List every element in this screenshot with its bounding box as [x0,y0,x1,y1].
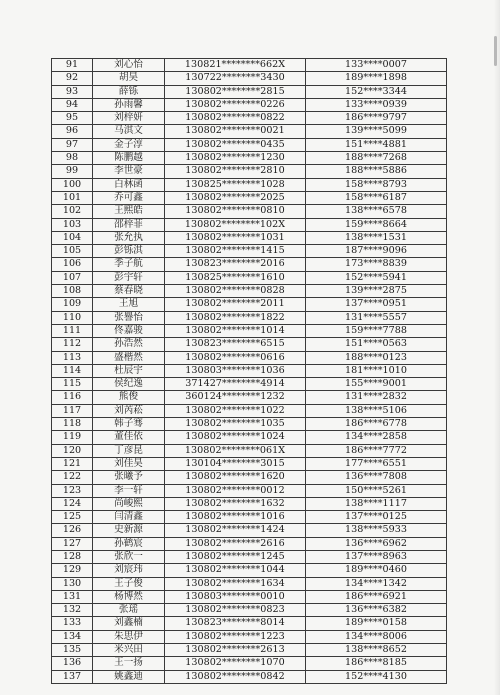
phone-number-cell: 138****5106 [306,404,447,417]
name-cell: 胡昊 [93,72,165,85]
phone-number-cell: 158****6187 [306,191,447,204]
name-cell: 姚鑫迪 [93,670,165,683]
name-cell: 刘芮菘 [93,404,165,417]
id-number-cell: 130825********1610 [165,271,306,284]
table-row [52,125,447,138]
name-cell: 闫清鑫 [93,511,165,524]
table-row [52,577,447,590]
name-cell: 孙鹤宸 [93,537,165,550]
row-number-cell: 115 [52,378,93,391]
table-row [52,191,447,204]
row-number-cell: 123 [52,484,93,497]
id-number-cell: 130802********0616 [165,351,306,364]
name-cell: 王旭 [93,298,165,311]
table-row [52,218,447,231]
id-number-cell: 130802********0828 [165,285,306,298]
name-cell: 蔡春晓 [93,285,165,298]
row-number-cell: 118 [52,418,93,431]
id-number-cell: 130802********2011 [165,298,306,311]
table-row [52,98,447,111]
row-number-cell: 108 [52,285,93,298]
row-number-cell: 130 [52,577,93,590]
table-row [52,604,447,617]
table-row [52,205,447,218]
name-cell: 董佳依 [93,431,165,444]
row-number-cell: 125 [52,511,93,524]
phone-number-cell: 181****1010 [306,364,447,377]
name-cell: 白林函 [93,178,165,191]
id-number-cell: 130802********1230 [165,152,306,165]
table-row [52,670,447,683]
name-cell: 刘佳昊 [93,457,165,470]
row-number-cell: 117 [52,404,93,417]
table-row [52,271,447,284]
name-cell: 刘心怡 [93,59,165,72]
id-number-cell: 130802********1620 [165,471,306,484]
phone-number-cell: 134****2858 [306,431,447,444]
table-row [52,338,447,351]
phone-number-cell: 138****5933 [306,524,447,537]
row-number-cell: 104 [52,231,93,244]
table-row [52,245,447,258]
table-row [52,590,447,603]
row-number-cell: 124 [52,497,93,510]
name-cell: 刘宸玮 [93,564,165,577]
row-number-cell: 122 [52,471,93,484]
table-row [52,351,447,364]
phone-number-cell: 186****9797 [306,112,447,125]
phone-number-cell: 138****1117 [306,497,447,510]
phone-number-cell: 137****8963 [306,550,447,563]
phone-number-cell: 188****5886 [306,165,447,178]
name-cell: 孙浩然 [93,338,165,351]
phone-number-cell: 150****5261 [306,484,447,497]
name-cell: 彭宇轩 [93,271,165,284]
phone-number-cell: 151****0563 [306,338,447,351]
phone-number-cell: 186****6778 [306,418,447,431]
row-number-cell: 132 [52,604,93,617]
table-row [52,72,447,85]
id-number-cell: 130802********2616 [165,537,306,550]
row-number-cell: 126 [52,524,93,537]
name-cell: 杨博然 [93,590,165,603]
id-number-cell: 130821********662X [165,59,306,72]
name-cell: 李一轩 [93,484,165,497]
name-cell: 李世豪 [93,165,165,178]
id-number-cell: 130802********1070 [165,657,306,670]
name-cell: 王一扬 [93,657,165,670]
id-number-cell: 130825********1028 [165,178,306,191]
name-cell: 彭铄淇 [93,245,165,258]
row-number-cell: 107 [52,271,93,284]
id-number-cell: 130104********3015 [165,457,306,470]
phone-number-cell: 139****2875 [306,285,447,298]
phone-number-cell: 134****1342 [306,577,447,590]
table-row [52,298,447,311]
table-row [52,165,447,178]
phone-number-cell: 138****8652 [306,644,447,657]
phone-number-cell: 186****6921 [306,590,447,603]
row-number-cell: 106 [52,258,93,271]
row-number-cell: 134 [52,630,93,643]
table-row [52,364,447,377]
id-number-cell: 130802********061X [165,444,306,457]
table-row [52,431,447,444]
table-row [52,444,447,457]
phone-number-cell: 189****0158 [306,617,447,630]
phone-number-cell: 155****9001 [306,378,447,391]
id-number-cell: 130802********1031 [165,231,306,244]
row-number-cell: 102 [52,205,93,218]
row-number-cell: 110 [52,311,93,324]
id-number-cell: 130802********1022 [165,404,306,417]
table-row [52,524,447,537]
id-number-cell: 130802********0435 [165,138,306,151]
phone-number-cell: 189****1898 [306,72,447,85]
row-number-cell: 135 [52,644,93,657]
phone-number-cell: 137****0951 [306,298,447,311]
id-number-cell: 130802********1634 [165,577,306,590]
scrollbar-thumb[interactable] [494,36,497,66]
table-row [52,152,447,165]
phone-number-cell: 152****4130 [306,670,447,683]
name-cell: 尚峻熙 [93,497,165,510]
name-cell: 张允执 [93,231,165,244]
table-row [52,311,447,324]
phone-number-cell: 138****1531 [306,231,447,244]
name-cell: 米兴田 [93,644,165,657]
phone-number-cell: 131****5557 [306,311,447,324]
name-cell: 韩子骞 [93,418,165,431]
table-row [52,471,447,484]
id-number-cell: 130802********1016 [165,511,306,524]
name-cell: 杜辰宇 [93,364,165,377]
name-cell: 朱思伊 [93,630,165,643]
phone-number-cell: 134****8006 [306,630,447,643]
phone-number-cell: 159****8664 [306,218,447,231]
name-cell: 薛铄 [93,85,165,98]
table-row [52,324,447,337]
row-number-cell: 129 [52,564,93,577]
name-cell: 侯纪逸 [93,378,165,391]
id-number-cell: 130802********2815 [165,85,306,98]
id-number-cell: 130802********1822 [165,311,306,324]
phone-number-cell: 152****5941 [306,271,447,284]
id-number-cell: 130802********0822 [165,112,306,125]
id-number-cell: 130802********0823 [165,604,306,617]
row-number-cell: 105 [52,245,93,258]
table-row [52,657,447,670]
table-row [52,537,447,550]
phone-number-cell: 173****8839 [306,258,447,271]
id-number-cell: 130722********3430 [165,72,306,85]
id-number-cell: 130802********1632 [165,497,306,510]
row-number-cell: 109 [52,298,93,311]
name-cell: 马淇文 [93,125,165,138]
row-number-cell: 111 [52,324,93,337]
name-cell: 张曦予 [93,471,165,484]
phone-number-cell: 139****5099 [306,125,447,138]
phone-number-cell: 187****9096 [306,245,447,258]
row-number-cell: 119 [52,431,93,444]
row-number-cell: 98 [52,152,93,165]
table-row [52,231,447,244]
id-number-cell: 130802********0012 [165,484,306,497]
row-number-cell: 97 [52,138,93,151]
row-number-cell: 93 [52,85,93,98]
id-number-cell: 130803********1036 [165,364,306,377]
id-number-cell: 130823********8014 [165,617,306,630]
name-cell: 张欣一 [93,550,165,563]
id-number-cell: 130802********102X [165,218,306,231]
phone-number-cell: 186****7772 [306,444,447,457]
row-number-cell: 103 [52,218,93,231]
table-row [52,138,447,151]
roster-table [51,58,447,684]
id-number-cell: 130802********1035 [165,418,306,431]
row-number-cell: 101 [52,191,93,204]
name-cell: 熊俊 [93,391,165,404]
name-cell: 季子航 [93,258,165,271]
id-number-cell: 360124********1232 [165,391,306,404]
phone-number-cell: 136****6962 [306,537,447,550]
id-number-cell: 130802********1044 [165,564,306,577]
row-number-cell: 96 [52,125,93,138]
phone-number-cell: 188****0123 [306,351,447,364]
name-cell: 张瑶 [93,604,165,617]
id-number-cell: 130802********1245 [165,550,306,563]
row-number-cell: 91 [52,59,93,72]
name-cell: 丁彦昆 [93,444,165,457]
id-number-cell: 130823********2016 [165,258,306,271]
phone-number-cell: 151****4881 [306,138,447,151]
phone-number-cell: 177****6551 [306,457,447,470]
phone-number-cell: 133****0007 [306,59,447,72]
id-number-cell: 130802********0021 [165,125,306,138]
name-cell: 张譽怡 [93,311,165,324]
row-number-cell: 137 [52,670,93,683]
id-number-cell: 130803********0010 [165,590,306,603]
phone-number-cell: 159****7788 [306,324,447,337]
table-row [52,178,447,191]
phone-number-cell: 188****7268 [306,152,447,165]
row-number-cell: 131 [52,590,93,603]
id-number-cell: 130802********1223 [165,630,306,643]
phone-number-cell: 136****7808 [306,471,447,484]
page-edge-shadow [494,0,500,695]
table-row [52,617,447,630]
name-cell: 乔可鑫 [93,191,165,204]
name-cell: 刘梓妍 [93,112,165,125]
phone-number-cell: 189****0460 [306,564,447,577]
name-cell: 史新源 [93,524,165,537]
row-number-cell: 95 [52,112,93,125]
phone-number-cell: 131****2832 [306,391,447,404]
table-row [52,630,447,643]
table-row [52,404,447,417]
table-row [52,378,447,391]
row-number-cell: 99 [52,165,93,178]
table-row [52,59,447,72]
name-cell: 盛楷然 [93,351,165,364]
row-number-cell: 92 [52,72,93,85]
row-number-cell: 127 [52,537,93,550]
id-number-cell: 130823********6515 [165,338,306,351]
phone-number-cell: 152****3344 [306,85,447,98]
phone-number-cell: 133****0939 [306,98,447,111]
row-number-cell: 112 [52,338,93,351]
table-row [52,85,447,98]
name-cell: 陈鹏越 [93,152,165,165]
id-number-cell: 130802********0226 [165,98,306,111]
roster-table-body [52,59,447,684]
phone-number-cell: 138****6578 [306,205,447,218]
table-row [52,550,447,563]
id-number-cell: 130802********1014 [165,324,306,337]
table-row [52,391,447,404]
row-number-cell: 120 [52,444,93,457]
table-row [52,511,447,524]
phone-number-cell: 136****6382 [306,604,447,617]
table-row [52,285,447,298]
id-number-cell: 130802********1024 [165,431,306,444]
row-number-cell: 133 [52,617,93,630]
id-number-cell: 130802********0842 [165,670,306,683]
id-number-cell: 130802********2810 [165,165,306,178]
name-cell: 孙雨馨 [93,98,165,111]
name-cell: 王子俊 [93,577,165,590]
name-cell: 邵梓菲 [93,218,165,231]
table-row [52,564,447,577]
row-number-cell: 121 [52,457,93,470]
id-number-cell: 130802********1415 [165,245,306,258]
table-row [52,484,447,497]
row-number-cell: 128 [52,550,93,563]
name-cell: 刘鑫楠 [93,617,165,630]
id-number-cell: 130802********2613 [165,644,306,657]
row-number-cell: 100 [52,178,93,191]
row-number-cell: 136 [52,657,93,670]
phone-number-cell: 186****8185 [306,657,447,670]
table-row [52,644,447,657]
row-number-cell: 116 [52,391,93,404]
row-number-cell: 114 [52,364,93,377]
table-row [52,457,447,470]
row-number-cell: 113 [52,351,93,364]
table-row [52,258,447,271]
table-row [52,112,447,125]
table-row [52,497,447,510]
id-number-cell: 130802********1424 [165,524,306,537]
id-number-cell: 130802********2025 [165,191,306,204]
id-number-cell: 371427********4914 [165,378,306,391]
name-cell: 王熙皓 [93,205,165,218]
row-number-cell: 94 [52,98,93,111]
phone-number-cell: 137****0125 [306,511,447,524]
name-cell: 金子淳 [93,138,165,151]
name-cell: 佟嘉骏 [93,324,165,337]
table-row [52,418,447,431]
phone-number-cell: 158****8793 [306,178,447,191]
id-number-cell: 130802********0810 [165,205,306,218]
